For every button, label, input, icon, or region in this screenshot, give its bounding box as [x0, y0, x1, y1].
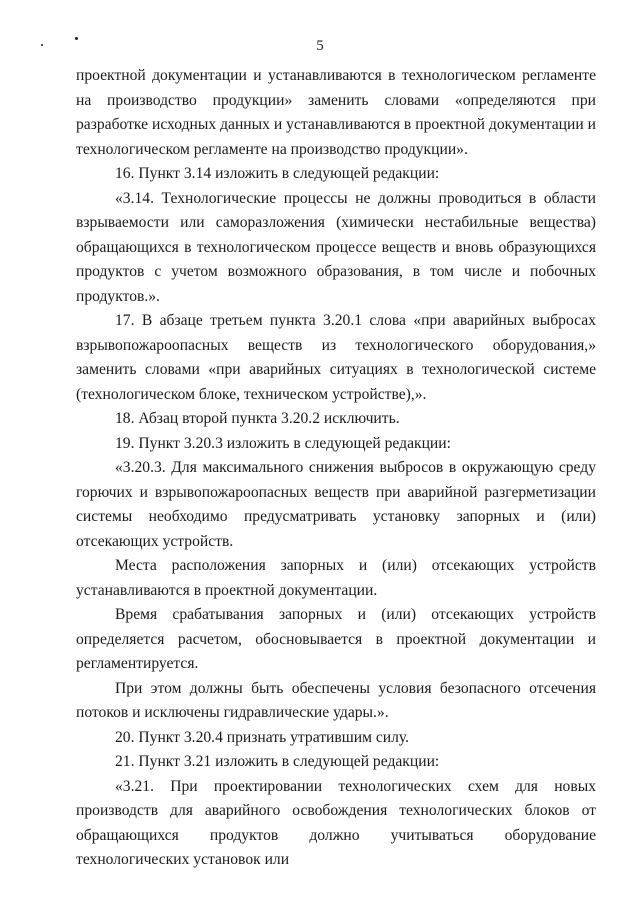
- document-body: [76, 64, 596, 873]
- paragraph-item-21: 21. Пункт 3.21 изложить в следующей редакции:: [115, 753, 440, 770]
- paragraph-item-17: 17. В абзаце третьем пункта 3.20.1 слова «при аварийных выбросах взрывопожароопасных веществ из технологического оборудования,» заменить словами «при аварийных ситуациях в технологической системе (технологическом блоке, техническом устройстве),».: [76, 312, 596, 403]
- paragraph-quote-3-14: «3.14. Технологические процессы не должны проводиться в области взрываемости или саморазложения (химически нестабильные вещества) обращающихся в технологическом процессе веществ и вновь образующихся продуктов с учетом возможного образования, в том числе и побочных продуктов.».: [76, 189, 596, 305]
- paragraph-quote-3-21: «3.21. При проектировании технологических схем для новых производств для аварийного освобождения технологических блоков от обращающихся продуктов должно учитываться оборудование технологических установок или: [76, 777, 596, 868]
- paragraph-device-location: Места расположения запорных и (или) отсекающих устройств устанавливаются в проектной документации.: [76, 557, 596, 599]
- paragraph-continuation: проектной документации и устанавливаются в технологическом регламенте на производство продукции» заменить словами «определяются при разработке исходных данных и устанавливаются в проектной документации и технологическом регламенте на производство продукции».: [76, 67, 596, 158]
- paragraph-item-18: 18. Абзац второй пункта 3.20.2 исключить.: [115, 410, 400, 427]
- paragraph-item-20: 20. Пункт 3.20.4 признать утратившим силу.: [115, 728, 410, 746]
- paragraph-quote-3-20-3: «3.20.3. Для максимального снижения выбросов в окружающую среду горючих и взрывопожароопасных веществ при аварийной разгерметизации системы необходимо предусматривать установку запорных и (или) отсекающих устройств.: [76, 459, 596, 550]
- paragraph-item-16: 16. Пункт 3.14 изложить в следующей редакции:: [115, 165, 440, 182]
- paragraph-response-time: Время срабатывания запорных и (или) отсекающих устройств определяется расчетом, обосновывается в проектной документации и регламентируется.: [76, 606, 596, 672]
- paragraph-item-19: 19. Пункт 3.20.3 изложить в следующей редакции:: [115, 434, 451, 452]
- paragraph-safe-shutoff: При этом должны быть обеспечены условия безопасного отсечения потоков и исключены гидравлические удары.».: [76, 679, 596, 721]
- page-number: 5: [316, 38, 324, 54]
